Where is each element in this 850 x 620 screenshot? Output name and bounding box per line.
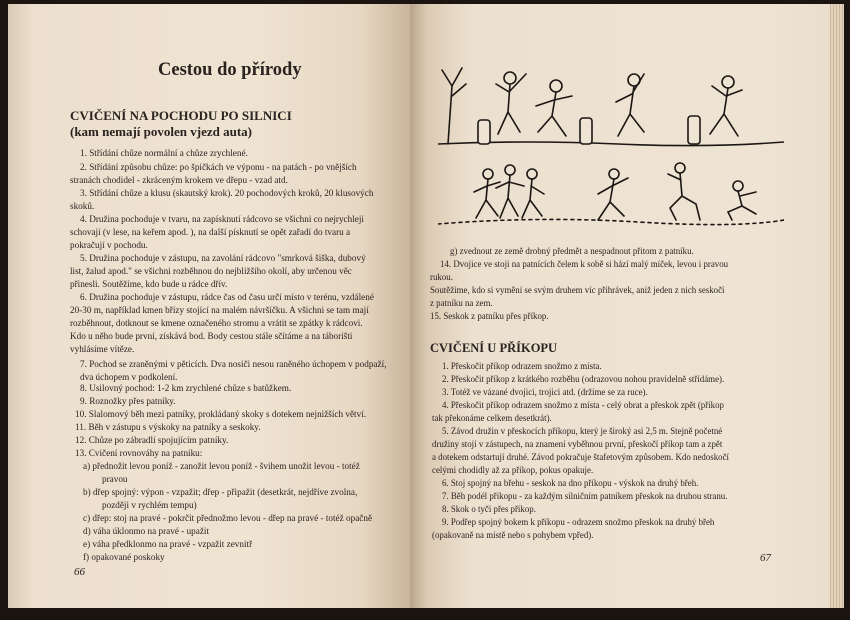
text-line: a) přednožit levou poníž - zanožit levou poníž - švihem unožit levou - totéž [83,461,360,471]
text-line: 3. Totéž ve vázané dvojici, trojici atd. (držíme se za ruce). [442,387,648,397]
text-line: 8. Usilovný pochod: 1-2 km zrychlené chůze s batůžkem. [80,383,292,393]
exercise-illustration [438,56,784,228]
text-line: tak překonáme celkem desetkrát). [432,413,552,423]
text-line: list, žalud apod." se všichni rozběhnou do nejbližšího okolí, aby určenou věc [70,266,352,276]
page-edge [830,4,844,608]
text-line: Kdo u něho bude první, získává bod. Body cestou stále sčítáme a na táborišti [70,331,353,341]
text-line: Soutěžíme, kdo si vymění se svým druhem víc přihrávek, aniž jeden z nich seskočí [430,285,725,295]
text-line: pravou [102,474,128,484]
text-line: z patníku na zem. [430,298,493,308]
text-line: 2. Přeskočit příkop z krátkého rozběhu (odrazovou nohou pravidelně střídáme). [442,374,725,384]
section-heading: CVIČENÍ NA POCHODU PO SILNICI [70,108,292,123]
text-line: 4. Přeskočit příkop odrazem snožmo z místa - celý obrat a přeskok zpět (příkop [442,400,724,410]
open-book [8,4,844,608]
text-line: 7. Pochod se zraněnými v pěticích. Dva nosiči nesou raněného úchopem v podpaží, dva úchopem v podkolení. [80,359,387,382]
section-heading: CVIČENÍ U PŘÍKOPU [430,341,558,355]
page-title: Cestou do přírody [158,60,302,80]
text-line: f) opakované poskoky [83,552,165,562]
text-line: přinesli. Soutěžíme, kdo bude u rádce dřív. [70,279,228,289]
text-line: 6. Stoj spojný na břehu - seskok na dno příkopu - výskok na druhý břeh. [442,478,699,488]
text-line: e) váha předklonmo na pravé - vzpažit zevnitř [83,539,253,549]
text-line: b) dřep spojný: výpon - vzpažit; dřep - připažit (desetkrát, nejdříve zvolna, [83,487,358,497]
section-subheading: (kam nemají povolen vjezd auta) [70,124,252,139]
text-line: později v rychlém tempu) [102,500,197,510]
text-line: 4. Družina pochoduje v tvaru, na zapísknutí rádcovo se všichni co nejrychleji [80,214,364,224]
text-line: 20-30 m, například kmen břízy stojící na malém návršíčku. A všichni se tam mají [70,305,369,315]
page-number: 66 [74,566,85,578]
text-line: g) zvednout ze země drobný předmět a nespadnout přitom z patníku. [450,246,694,256]
text-line: 10. Slalomový běh mezi patníky, prokládaný skoky s dotekem nejnižších větví. [75,409,367,419]
text-line: 5. Závod družin v přeskocích příkopu, který je široký asi 2,5 m. Stejně početné [442,426,723,436]
text-line: (opakovaně na místě nebo s pohybem vpřed). [432,530,594,540]
text-line: družiny stojí v zástupech, na znamení vyběhnou první, přeskočí příkop tam a zpět [432,439,723,449]
text-line: d) váha úklonmo na pravé - upažit [83,526,210,536]
text-line: 2. Střídání způsobu chůze: po špičkách ve výponu - na patách - po vnějších [80,162,357,172]
text-line: 7. Běh podél příkopu - za každým silničním patníkem přeskok na druhou stranu. [442,491,728,501]
text-line: a dotekem odstartují druhé. Závod pokračuje štafetovým způsobem. Kdo nedoskočí [432,452,729,462]
text-line: pokračují v pochodu. [70,240,148,250]
text-line: 1. Přeskočit příkop odrazem snožmo z místa. [442,361,602,371]
page-number: 67 [760,552,771,564]
text-line: celými chodidly až za příkop, pokus opakuje. [432,465,594,475]
text-line: 13. Cvičení rovnováhy na patníku: [75,448,203,458]
text-line: stranách chodidel - zkráceným krokem ve dřepu - vzad atd. [70,175,288,185]
text-line: schovají (v lese, na keřem apod. ), na další písknutí se opět zařadí do tvaru a [70,227,351,237]
text-line: 8. Skok o tyči přes příkop. [442,504,536,514]
text-line: rozběhnout, dotknout se kmene označeného stromu a vrátit se zpátky k rádcovi. [70,318,363,328]
text-line: 9. Roznožky přes patníky. [80,396,176,406]
text-line: 12. Chůze po zábradlí spojujícím patníky. [75,435,229,445]
text-line: 6. Družina pochoduje v zástupu, rádce čas od času určí místo v terénu, vzdálené [80,292,374,302]
text-line: skoků. [70,201,95,211]
text-line: 9. Podřep spojný bokem k příkopu - odrazem snožmo přeskok na druhý břeh [442,517,715,527]
text-line: 1. Střídání chůze normální a chůze zrychlené. [80,148,248,158]
text-line: vyhlásíme vítěze. [70,344,135,354]
text-line: 11. Běh v zástupu s výskoky na patníky a seskoky. [75,422,261,432]
text-line: 15. Seskok z patníku přes příkop. [430,311,549,321]
left-page [8,4,410,608]
text-line: 14. Dvojice ve stoji na patnících čelem k sobě si hází malý míček, levou i pravou [440,259,729,269]
text-line: c) dřep: stoj na pravé - pokrčit přednožmo levou - dřep na pravé - totéž opačně [83,513,373,523]
text-line: 5. Družina pochoduje v zástupu, na zavolání rádcovo "smrková šiška, dubový [80,253,366,263]
text-line: rukou. [430,272,453,282]
text-line: 3. Střídání chůze a klusu (skautský krok). 20 pochodových kroků, 20 klusových [80,188,374,198]
